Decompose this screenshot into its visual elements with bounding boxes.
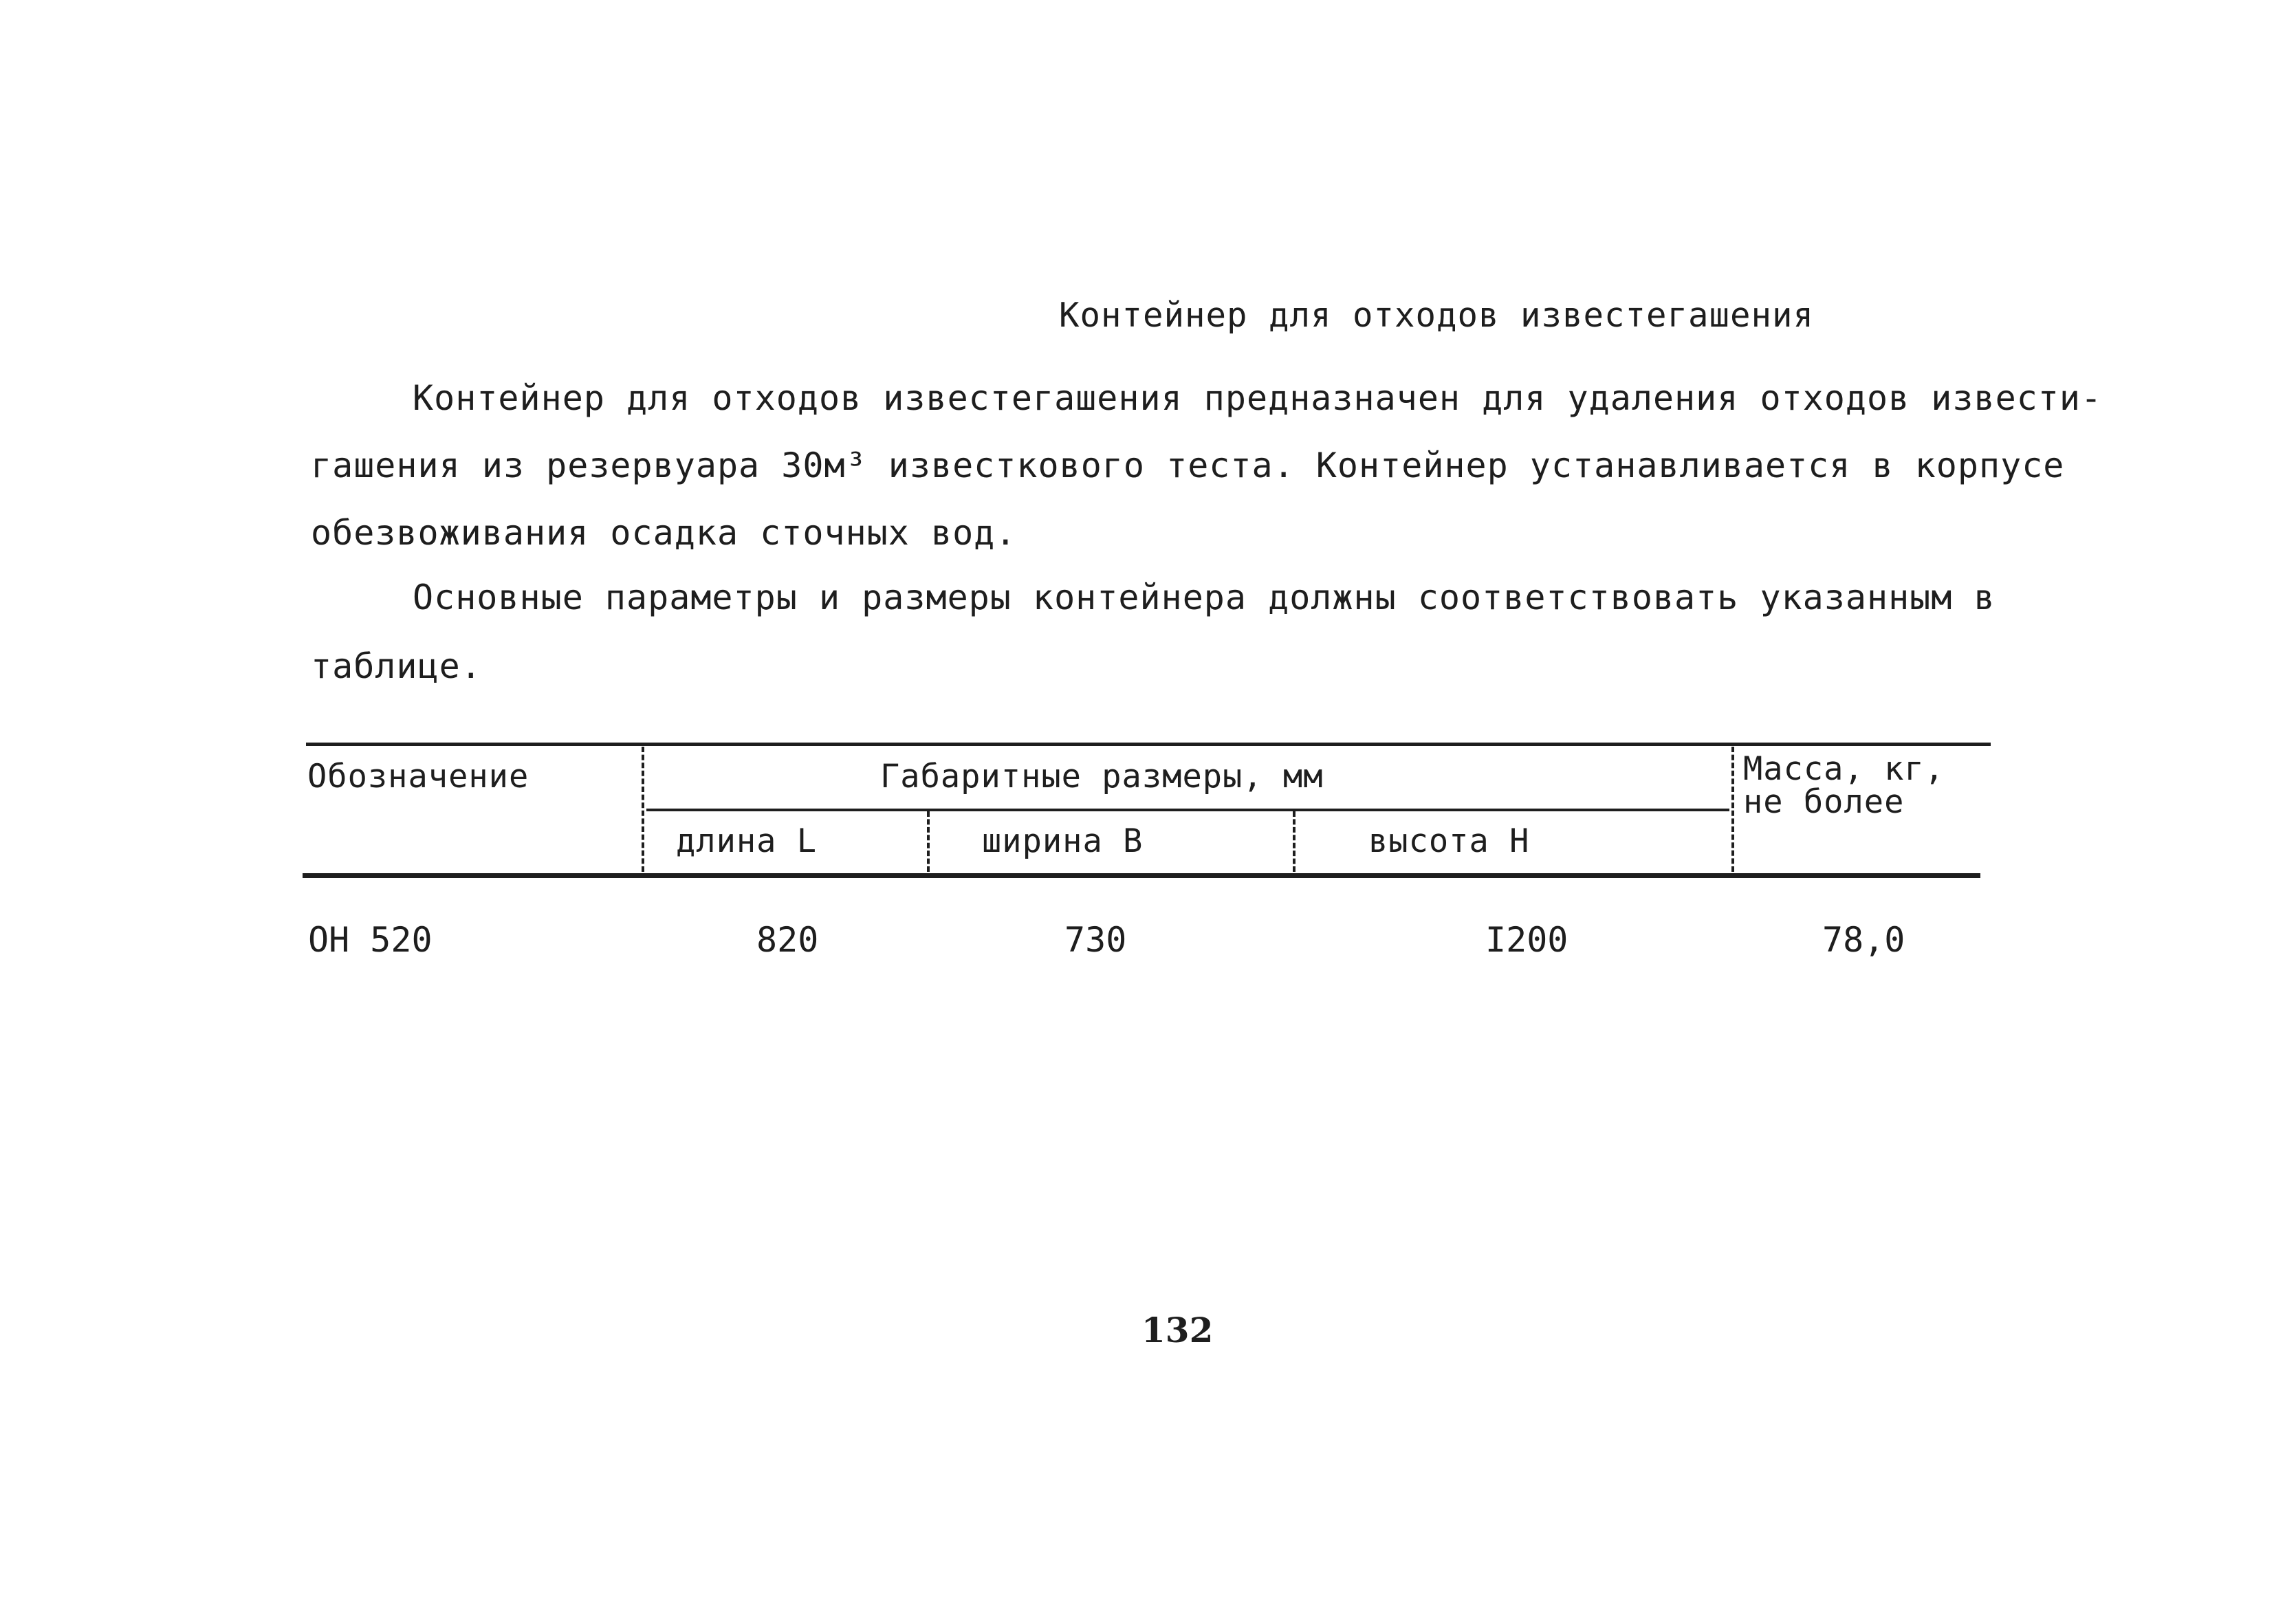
header-width: ширина B [982,822,1144,860]
cell-designation: ОН 520 [308,920,433,960]
header-dimensions: Габаритные размеры, мм [880,758,1324,795]
header-designation: Обозначение [307,758,529,795]
cell-length: 820 [756,920,819,960]
header-length: длина L [676,822,818,860]
table-column-divider [642,747,644,872]
table-header-bottom-rule [303,873,1980,878]
table-column-divider [1731,747,1734,872]
table-column-divider [927,811,930,872]
paragraph-1-line-3: обезвоживания осадка сточных вод. [311,513,1017,553]
header-mass-line-2: не более [1743,783,1905,821]
paragraph-1-line-2: гашения из резервуара 30м³ известкового теста. Контейнер устанавливается в корпусе [311,446,2065,485]
table-header-divider [646,809,1729,811]
section-title: Контейнер для отходов известегашения [1059,296,1815,335]
header-height: высота Н [1368,822,1530,860]
paragraph-2-line-2: таблице. [311,646,482,686]
table-top-rule [306,743,1991,746]
table-column-divider [1293,811,1295,872]
header-mass-line-1: Масса, кг, [1743,750,1945,788]
header-mass [1743,750,1945,821]
paragraph-2-line-1: Основные параметры и размеры контейнера должны соответствовать указанным в [413,578,1996,617]
cell-height: I200 [1485,920,1568,960]
page-number: 132 [1141,1310,1214,1350]
paragraph-1-line-1: Контейнер для отходов известегашения предназначен для удаления отходов извести- [413,378,2103,418]
cell-mass: 78,0 [1822,920,1905,960]
cell-width: 730 [1064,920,1127,960]
